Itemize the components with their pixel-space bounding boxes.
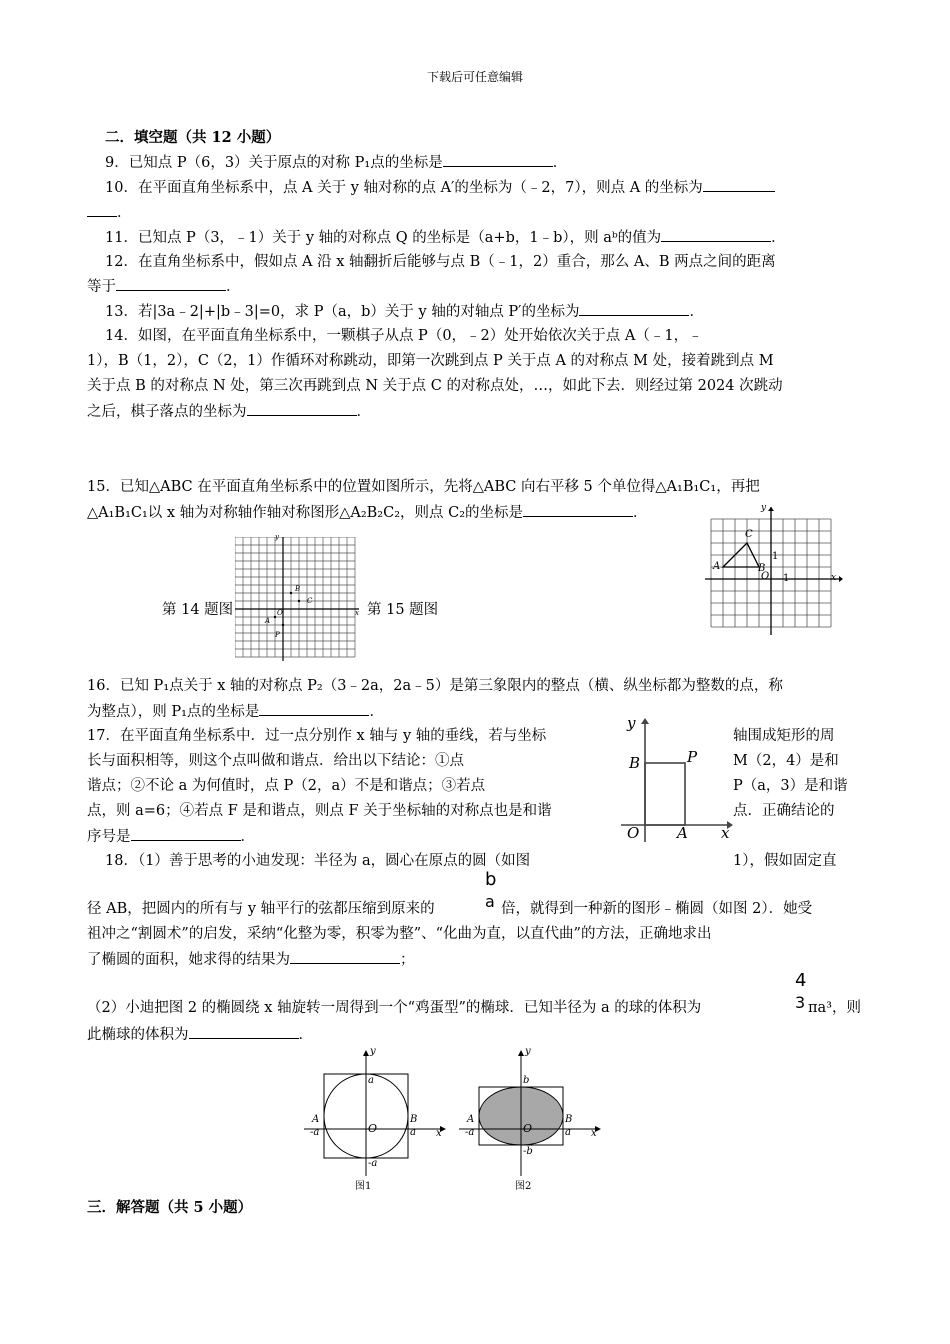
- fig1-bottom-neg-a-label: -a: [368, 1158, 378, 1169]
- q15-period: ．: [633, 505, 648, 521]
- question-17-line5: [87, 826, 255, 847]
- q16-period: ．: [369, 704, 384, 720]
- figure-15-grid: [703, 505, 843, 637]
- fig2-y-label: y: [525, 1046, 531, 1057]
- fig14-x-label: x: [355, 609, 359, 617]
- figure-1-circle: [300, 1046, 450, 1180]
- question-10-line2: [87, 202, 132, 223]
- figure-14-grid: [235, 533, 359, 661]
- q13-answer-blank[interactable]: [579, 301, 689, 316]
- fig1-right-a-label: a: [410, 1127, 416, 1138]
- fig1-point-b-label: B: [410, 1114, 418, 1125]
- question-14-line3: 关于点 B 的对称点 N 处，第三次再跳到点 N 关于点 C 的对称点处，…，如此下去．则经过第 2024 次跳动: [87, 378, 783, 394]
- question-12-line1: 12．在直角坐标系中，假如点 A 沿 x 轴翻折后能够与点 B（﹣1，2）重合，那么 A、B 两点之间的距离: [105, 254, 776, 270]
- figure-2-caption: 图2: [515, 1181, 532, 1192]
- fig2-left-neg-a-label: -a: [465, 1127, 475, 1138]
- figure-14-caption: 第 14 题图: [162, 602, 234, 618]
- question-18-line6: [87, 1024, 313, 1045]
- q9-answer-blank[interactable]: [443, 152, 553, 167]
- fig1-origin-label: O: [368, 1122, 378, 1135]
- question-17-line1b: 轴围成矩形的周: [733, 728, 835, 744]
- question-17-line3b: P（a，3）是和谐: [733, 778, 848, 794]
- fraction-4-over-3-numerator: 4: [795, 970, 807, 991]
- question-11: [105, 227, 786, 248]
- fig15-point-b-label: B: [758, 563, 766, 574]
- fig15-x-tick-1: 1: [783, 573, 790, 584]
- fig15-point-a-label: A: [713, 561, 721, 572]
- fig1-x-label: x: [436, 1128, 442, 1139]
- fraction-b-over-a-numerator: b: [485, 869, 497, 890]
- fig17-point-b-label: B: [629, 754, 641, 772]
- q18-text4: 了椭圆的面积，她求得的结果为: [87, 952, 290, 968]
- question-16-line1: 16．已知 P₁点关于 x 轴的对称点 P₂（3﹣2a，2a﹣5）是第三象限内的整点（横、纵坐标都为整数的点，称: [87, 678, 783, 694]
- fig2-top-b-label: b: [523, 1075, 530, 1086]
- q14-answer-blank[interactable]: [247, 401, 357, 416]
- fig17-x-label: x: [721, 824, 730, 842]
- fraction-b-over-a-denominator: a: [485, 892, 495, 911]
- question-18-line5b: πa³，则: [808, 1000, 861, 1016]
- question-12-line2: [87, 276, 241, 297]
- question-17-line2b: M（2，4）是和: [733, 753, 839, 769]
- question-14-line1: 14．如图，在平面直角坐标系中，一颗棋子从点 P（0，﹣2）处开始依次关于点 A（﹣1，﹣: [105, 328, 703, 344]
- q11-text: 11．已知点 P（3，﹣1）关于 y 轴的对称点 Q 的坐标是（a+b，1﹣b），则 aᵇ的值为: [105, 230, 662, 246]
- question-18-line2b: 倍，就得到一种新的图形﹣椭圆（如图 2）．她受: [501, 901, 813, 917]
- fig1-point-a-label: A: [312, 1114, 320, 1125]
- question-15-line2: [87, 502, 648, 523]
- q16-text2: 为整点），则 P₁点的坐标是: [87, 704, 260, 720]
- section2-title: 二．填空题（共 12 小题）: [105, 129, 281, 146]
- figure-2-ellipse: [455, 1046, 605, 1180]
- fig2-right-a-label: a: [565, 1127, 571, 1138]
- q14-text4: 之后，棋子落点的坐标为: [87, 404, 247, 420]
- q12-text2: 等于: [87, 279, 116, 295]
- question-14-line2: 1），B（1，2），C（2，1）作循环对称跳动，即第一次跳到点 P 关于点 A 的对称点 M 处，接着跳到点 M: [87, 353, 774, 369]
- q16-answer-blank[interactable]: [259, 701, 369, 716]
- q11-answer-blank[interactable]: [661, 227, 771, 242]
- question-15-line1: 15．已知△ABC 在平面直角坐标系中的位置如图所示，先将△ABC 向右平移 5 个单位得△A₁B₁C₁，再把: [87, 479, 760, 495]
- question-18-line3: 祖冲之“割圆术”的启发，采纳“化整为零，积零为整”、“化曲为直，以直代曲”的方法，正确地求出: [87, 926, 712, 942]
- fig2-x-label: x: [591, 1128, 597, 1139]
- question-10-line1: [105, 177, 775, 198]
- fig14-point-p-label: P: [275, 631, 280, 639]
- q13-text: 13．若|3a﹣2|+|b﹣3|=0，求 P（a，b）关于 y 轴的对轴点 P′的坐标为: [105, 304, 580, 320]
- fig17-point-p-label: P: [687, 748, 698, 766]
- question-18-line1b: 1），假如固定直: [733, 853, 837, 869]
- q10-period: ．: [117, 205, 132, 221]
- section3-title: 三．解答题（共 5 小题）: [87, 1199, 253, 1216]
- fig2-point-a-label: A: [467, 1114, 475, 1125]
- question-17-line2a: 长与面积相等，则这个点叫做和谐点．给出以下结论：①点: [87, 753, 464, 769]
- q9-period: ．: [552, 155, 568, 171]
- q10-answer-blank[interactable]: [703, 177, 775, 192]
- q18-answer-blank-2[interactable]: [189, 1024, 299, 1039]
- q18-semicolon: ；: [400, 952, 415, 968]
- fig1-y-label: y: [370, 1046, 376, 1057]
- question-13: [105, 301, 704, 322]
- fig14-point-a-label: A: [265, 617, 271, 625]
- q13-period: ．: [689, 304, 704, 320]
- fig15-y-tick-1: 1: [772, 551, 779, 562]
- question-16-line2: [87, 701, 384, 722]
- fig14-origin-label: O: [277, 609, 283, 617]
- fig2-origin-label: O: [523, 1122, 533, 1135]
- question-17-line4a: 点，则 a=6；④若点 F 是和谐点，则点 F 关于坐标轴的对称点也是和谐: [87, 803, 552, 819]
- q12-period: ．: [226, 279, 241, 295]
- q9-text: 9．已知点 P（6，3）关于原点的对称 P₁点的坐标是: [105, 155, 443, 171]
- fig15-origin-label: O: [761, 571, 770, 582]
- question-18-line1a: 18．（1）善于思考的小迪发现：半径为 a，圆心在原点的圆（如图: [105, 853, 531, 869]
- fig15-x-label: x: [831, 573, 837, 583]
- fig17-y-label: y: [627, 714, 636, 732]
- q18-text6: 此椭球的体积为: [87, 1027, 189, 1043]
- question-18-line2a: 径 AB，把圆内的所有与 y 轴平行的弦都压缩到原来的: [87, 901, 435, 917]
- fig1-left-neg-a-label: -a: [310, 1127, 320, 1138]
- q18-period: ．: [298, 1027, 313, 1043]
- fig1-top-a-label: a: [368, 1075, 374, 1086]
- question-17-line1a: 17．在平面直角坐标系中．过一点分别作 x 轴与 y 轴的垂线，若与坐标: [87, 728, 547, 744]
- question-17-line3a: 谐点；②不论 a 为何值时，点 P（2，a）不是和谐点；③若点: [87, 778, 486, 794]
- figure-1-caption: 图1: [355, 1181, 372, 1192]
- question-14-line4: [87, 401, 371, 422]
- fig14-y-label: y: [275, 533, 279, 541]
- fraction-4-over-3-denominator: 3: [795, 993, 806, 1012]
- fig17-origin-label: O: [627, 824, 640, 842]
- q10-answer-blank-cont: [87, 202, 117, 217]
- fig14-point-c-label: C: [307, 597, 313, 605]
- q17-answer-blank[interactable]: [131, 826, 241, 841]
- q17-text5: 序号是: [87, 829, 131, 845]
- question-18-line5a: （2）小迪把图 2 的椭圆绕 x 轴旋转一周得到一个“鸡蛋型”的椭球．已知半径为 a 的球的体积为: [87, 1000, 702, 1016]
- fig17-point-a-label: A: [677, 824, 688, 842]
- figure-17-rectangle: [615, 716, 735, 846]
- q18-answer-blank-1[interactable]: [290, 949, 400, 964]
- fig14-point-b-label: B: [295, 585, 301, 593]
- fig2-bottom-neg-b-label: -b: [523, 1146, 533, 1157]
- fig15-point-c-label: C: [745, 529, 753, 540]
- q11-period: ．: [771, 230, 786, 246]
- q10-text: 10．在平面直角坐标系中，点 A 关于 y 轴对称的点 A′的坐标为（﹣2，7），则点 A 的坐标为: [105, 180, 703, 196]
- q12-answer-blank[interactable]: [116, 276, 226, 291]
- question-18-line4: [87, 949, 415, 970]
- q15-text2: △A₁B₁C₁以 x 轴为对称轴作轴对称图形△A₂B₂C₂，则点 C₂的坐标是: [87, 505, 524, 521]
- page-header: 下载后可任意编辑: [426, 70, 523, 84]
- figure-15-caption: 第 15 题图: [367, 602, 439, 618]
- q17-period: ．: [240, 829, 255, 845]
- fig2-point-b-label: B: [565, 1114, 573, 1125]
- q14-period: ．: [356, 404, 371, 420]
- q15-answer-blank[interactable]: [523, 502, 633, 517]
- fig15-y-label: y: [761, 503, 767, 513]
- question-17-line4b: 点．正确结论的: [733, 803, 835, 819]
- question-9: [105, 152, 567, 173]
